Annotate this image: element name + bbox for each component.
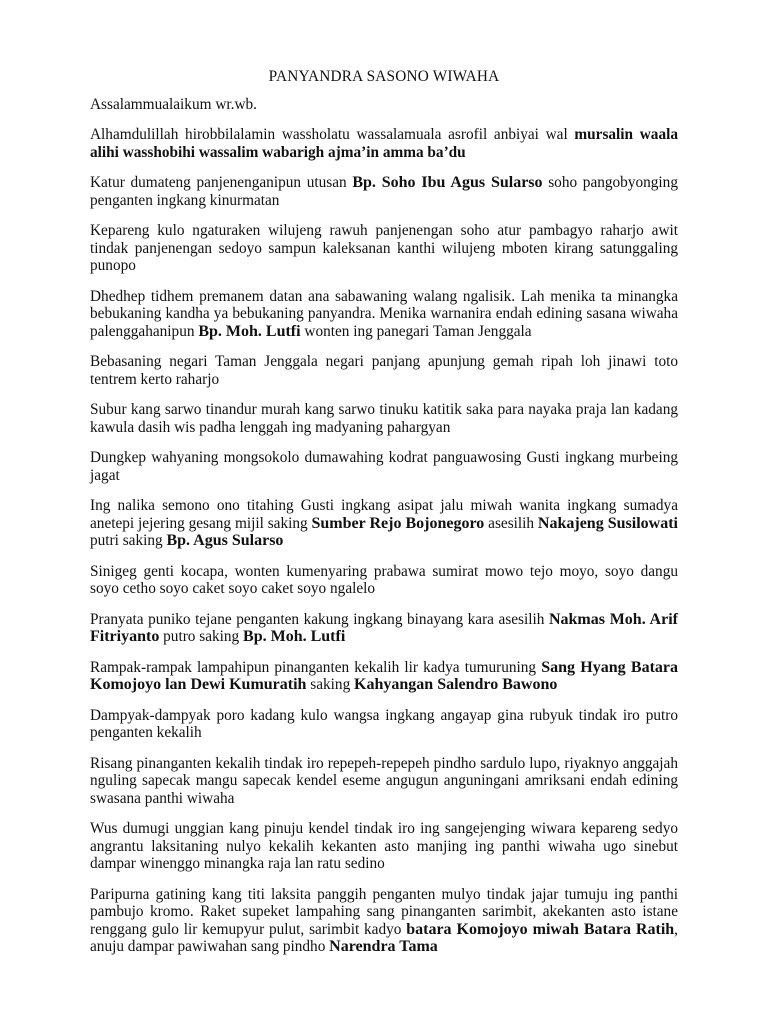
paragraph-bold-name: Sumber Rejo Bojonegoro — [311, 514, 485, 532]
paragraph — [90, 886, 678, 956]
paragraph-text: wonten ing panegari Taman Jenggala — [300, 322, 532, 340]
paragraph — [90, 174, 678, 209]
paragraph-bold-name: Bp. Soho Ibu Agus Sularso — [352, 174, 543, 191]
paragraph-text: Dungkep wahyaning mongsokolo dumawahing kodrat panguawosing Gusti ingkang murbeing jagat — [90, 449, 678, 484]
paragraph-text: putri saking — [90, 532, 167, 549]
paragraph-text: Kepareng kulo ngaturaken wilujeng rawuh panjenengan soho atur pambagyo raharjo awit tindak panjenengan sedoyo sampun kaleksanan kanthi wilujeng mboten kirang satunggaling punopo — [90, 222, 678, 274]
paragraph-text: asesilih — [484, 514, 538, 532]
paragraph-text: Alhamdulillah hirobbilalamin wassholatu wassalamuala asrofil anbiyai wal — [90, 126, 575, 143]
paragraph — [90, 707, 678, 742]
paragraph-bold-name: Nakajeng Susilowati — [537, 514, 678, 532]
paragraph-bold-name: Bp. Moh. Lutfi — [243, 628, 346, 645]
paragraph-text: Subur kang sarwo tinandur murah kang sarwo tinuku katitik saka para nayaka praja lan kadang kawula dasih wis padha lenggah ing madyaning pahargyan — [90, 401, 678, 436]
paragraph-bold-name: Sang Hyang Batara Komojoyo lan Dewi Kumuratih — [90, 658, 678, 693]
paragraph-text: Ing nalika semono ono titahing Gusti ingkang asipat jalu miwah wanita ingkang sumadya anetepi jejering gesang mijil saking — [90, 497, 678, 532]
paragraph — [90, 449, 678, 484]
paragraph-text: Risang pinanganten kekalih tindak iro repepeh-repepeh pindho sardulo lupo, riyaknyo anggajah nguling sapecak mangu sapecak kendel eseme angugun anguningani amriksani endah edining swasana panthi wiwaha — [90, 754, 678, 807]
paragraph-text: saking — [306, 676, 355, 693]
paragraph — [90, 820, 678, 873]
paragraph — [90, 611, 678, 646]
paragraph — [90, 353, 678, 388]
paragraph — [90, 497, 678, 550]
paragraph — [90, 401, 678, 436]
paragraph-text: Katur dumateng panjenenganipun utusan — [90, 174, 353, 191]
paragraph-text: soho pangobyonging penganten ingkang kinurmatan — [90, 174, 678, 209]
paragraph-text: Wus dumugi unggian kang pinuju kendel tindak iro ing sangejenging wiwara kepareng sedyo angrantu laksitaning nulyo kekalih kekanten asto manjing ing panthi wiwaha ugo sinebut dampar winenggo minangka raja lan ratu sedino — [90, 820, 678, 872]
paragraph-bold-name: Narendra Tama — [329, 938, 438, 955]
paragraph-text: Dampyak-dampyak poro kadang kulo wangsa ingkang angayap gina rubyuk tindak iro putro penganten kekalih — [90, 706, 678, 741]
paragraph — [90, 288, 678, 341]
paragraph-text: Dhedhep tidhem premanem datan ana sabawaning walang ngalisik. Lah menika ta minangka bebukaning kandha ya bebukaning panyandra. Menika warnanira endah edining sasana wiwaha palenggahanipun — [90, 287, 678, 340]
paragraph — [90, 659, 678, 694]
paragraph-bold-name: Bp. Agus Sularso — [166, 532, 284, 549]
paragraph-text: Paripurna gatining kang titi laksita panggih penganten mulyo tindak jajar tumuju ing panthi pambujo kromo. Raket supeket lampahing sang pinanganten sarimbit, akekanten asto istane renggang gulo lir kemupyur pulut, sarimbit kadyo — [90, 885, 678, 938]
paragraph-text: Sinigeg genti kocapa, wonten kumenyaring prabawa sumirat mowo tejo moyo, soyo dangu soyo cetho soyo caket soyo caket soyo ngalelo — [90, 562, 678, 597]
paragraph — [90, 126, 678, 161]
paragraph-text: putro saking — [159, 628, 244, 645]
paragraph-text: Pranyata puniko tejane penganten kakung ingkang binayang kara asesilih — [90, 610, 549, 628]
paragraph-text: Rampak-rampak lampahipun pinanganten kekalih lir kadya tumuruning — [90, 658, 542, 676]
paragraph-bold-name: Bp. Moh. Lutfi — [198, 322, 301, 340]
paragraph — [90, 96, 678, 114]
paragraph-text: Bebasaning negari Taman Jenggala negari panjang apunjung gemah ripah loh jinawi toto tentrem kerto raharjo — [90, 353, 678, 388]
document-page — [90, 68, 678, 969]
paragraph-bold-name: batara Komojoyo miwah Batara Ratih — [406, 920, 675, 938]
paragraph-text: Assalammualaikum wr.wb. — [90, 95, 257, 113]
paragraph — [90, 222, 678, 275]
paragraph-bold-name: Kahyangan Salendro Bawono — [354, 676, 558, 693]
document-title: PANYANDRA SASONO WIWAHA — [268, 68, 500, 85]
paragraph — [90, 755, 678, 808]
paragraph-text: , anuju dampar pawiwahan sang pindho — [90, 920, 678, 955]
paragraph-bold-name: Nakmas Moh. Arif Fitriyanto — [90, 610, 678, 645]
paragraph — [90, 563, 678, 598]
paragraph-bold-text: mursalin waala alihi wasshobihi wassalim wabarigh ajma’in amma ba’du — [90, 126, 678, 161]
